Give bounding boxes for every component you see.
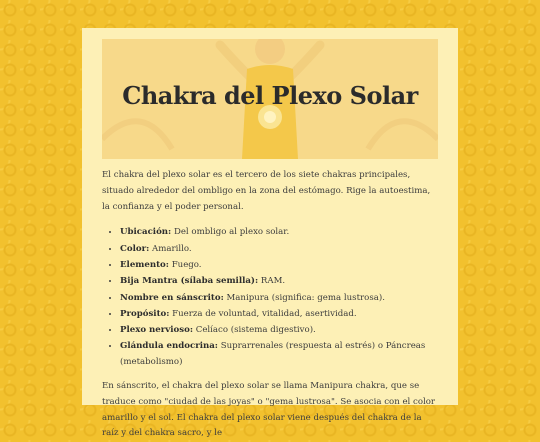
fact-item xyxy=(120,274,438,290)
fact-item xyxy=(120,307,438,323)
fact-value: Manipura (significa: gema lustrosa). xyxy=(223,292,385,303)
article-body xyxy=(102,168,438,442)
fact-item xyxy=(120,323,438,339)
fact-label: Nombre en sánscrito: xyxy=(120,292,224,303)
body-paragraph: En sánscrito, el chakra del plexo solar se llama Manipura chakra, que se traduce como "ciudad de las joyas" o "gema lustrosa". Se asocia con el color amarillo y el sol. El chakra del plexo solar viene después del chakra de la raíz y del chakra sacro, y le xyxy=(102,381,436,439)
fact-label: Ubicación: xyxy=(120,227,172,238)
fact-label: Propósito: xyxy=(120,308,170,319)
article-card xyxy=(82,28,458,439)
fact-label: Bija Mantra (sílaba semilla): xyxy=(120,276,259,287)
fact-value: RAM. xyxy=(258,276,286,287)
fact-item xyxy=(120,242,438,258)
fact-value: Fuerza de voluntad, vitalidad, asertividad. xyxy=(169,308,357,319)
fact-value: Fuego. xyxy=(168,259,202,270)
fact-item xyxy=(120,339,438,371)
intro-paragraph: El chakra del plexo solar es el tercero de los siete chakras principales, situado alrededor del ombligo en la zona del estómago. Rige la autoestima, la confianza y el poder personal. xyxy=(102,170,431,212)
fact-value: Del ombligo al plexo solar. xyxy=(171,227,290,238)
page-title: Chakra del Plexo Solar xyxy=(122,81,418,110)
fact-value: Amarillo. xyxy=(149,243,192,254)
fact-item xyxy=(120,291,438,307)
hero-banner xyxy=(102,39,438,159)
fact-item xyxy=(120,225,438,241)
facts-list xyxy=(102,225,438,371)
fact-value: Celíaco (sistema digestivo). xyxy=(193,325,316,336)
fact-label: Color: xyxy=(120,243,150,254)
fact-label: Glándula endocrina: xyxy=(120,341,218,352)
fact-item xyxy=(120,258,438,274)
fact-label: Plexo nervioso: xyxy=(120,325,194,336)
fact-value: Suprarrenales (respuesta al estrés) o Páncreas (metabolismo) xyxy=(120,341,426,368)
fact-label: Elemento: xyxy=(120,259,169,270)
